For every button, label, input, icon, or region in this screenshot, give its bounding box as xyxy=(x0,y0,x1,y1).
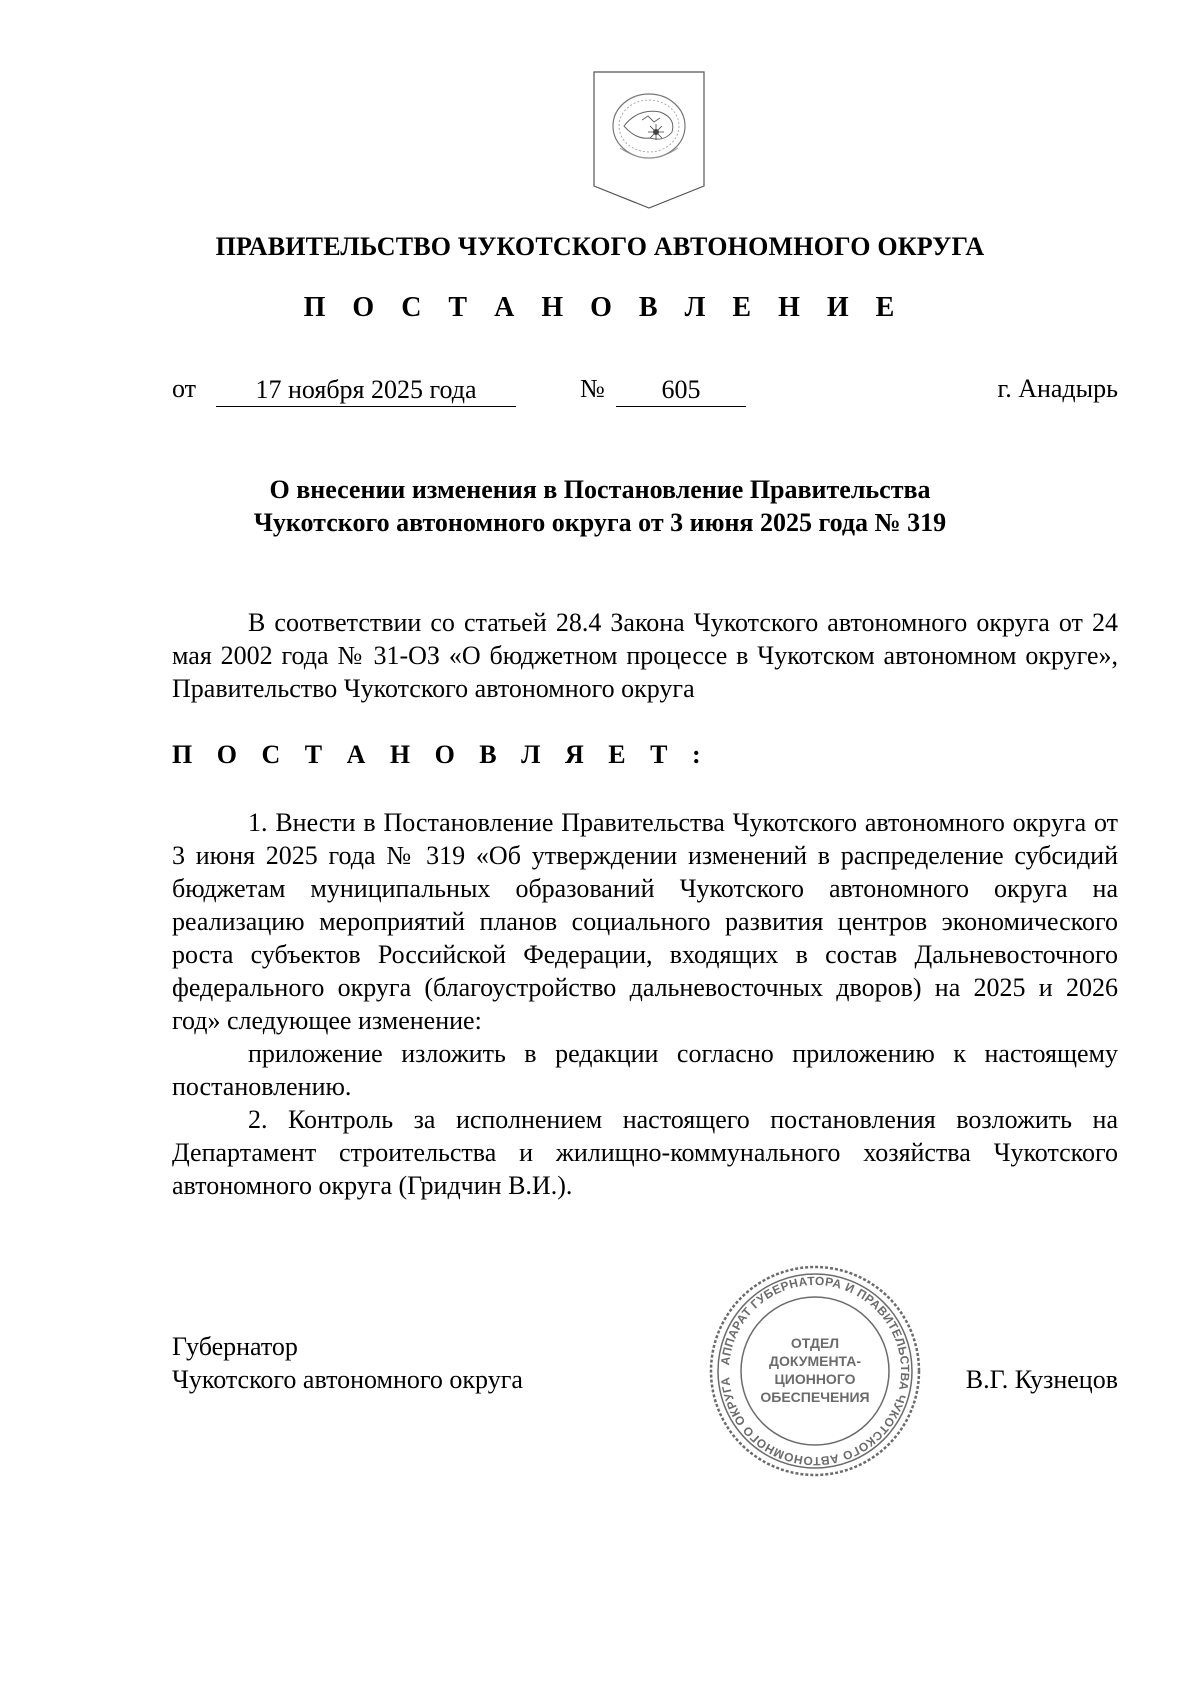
document-type-heading: П О С Т А Н О В Л Е Н И Е xyxy=(303,292,905,323)
date-prefix: от xyxy=(172,374,197,403)
subject-line-1: О внесении изменения в Постановление Правительства xyxy=(269,475,931,504)
document-subject xyxy=(0,473,1200,539)
official-seal-stamp xyxy=(706,1262,924,1480)
svg-text:АППАРАТ ГУБЕРНАТОРА И ПРАВИТЕЛ: АППАРАТ ГУБЕРНАТОРА И ПРАВИТЕЛЬСТВА ЧУКОТСКОГО АВТОНОМНОГО ОКРУГА xyxy=(718,1273,913,1469)
preamble xyxy=(172,606,1118,705)
item-1-amendment-paragraph: приложение изложить в редакции согласно приложению к настоящему постановлению. xyxy=(172,1039,1118,1101)
number-prefix: № xyxy=(580,374,605,403)
svg-text:ОТДЕЛ: ОТДЕЛ xyxy=(790,1335,840,1351)
svg-text:ОБЕСПЕЧЕНИЯ: ОБЕСПЕЧЕНИЯ xyxy=(760,1389,870,1405)
svg-text:ЦИОННОГО: ЦИОННОГО xyxy=(774,1371,856,1387)
coat-of-arms-emblem xyxy=(590,68,708,212)
document-number: 605 xyxy=(616,374,746,407)
item-2-paragraph: 2. Контроль за исполнением настоящего постановления возложить на Департамент строительства и жилищно-коммунального хозяйства Чукотского автономного округа (Гридчин В.И.). xyxy=(172,1105,1118,1200)
signatory-title-line-2: Чукотского автономного округа xyxy=(172,1365,523,1394)
resolves-heading: П О С Т А Н О В Л Я Е Т : xyxy=(172,740,710,769)
organization-title: ПРАВИТЕЛЬСТВО ЧУКОТСКОГО АВТОНОМНОГО ОКРУГА xyxy=(215,232,985,261)
document-date: 17 ноября 2025 года xyxy=(216,374,516,407)
document-city: г. Анадырь xyxy=(997,374,1118,403)
document-meta-row xyxy=(172,374,1118,410)
signatory-name: В.Г. Кузнецов xyxy=(965,1365,1118,1394)
item-1-paragraph: 1. Внести в Постановление Правительства Чукотского автономного округа от 3 июня 2025 года № 319 «Об утверждении изменений в распределение субсидий бюджетам муниципальных образований Чукотского автономного округа на реализацию мероприятий планов социального развития центров экономического роста субъектов Российской Федерации, входящих в состав Дальневосточного федерального округа (благоустройство дальневосточных дворов) на 2025 и 2026 год» следующее изменение: xyxy=(172,808,1118,1035)
preamble-paragraph: В соответствии со статьей 28.4 Закона Чукотского автономного округа от 24 мая 2002 года № 31-ОЗ «О бюджетном процессе в Чукотском автономном округе», Правительство Чукотского автономного округа xyxy=(172,608,1118,703)
resolution-items xyxy=(172,806,1118,1202)
svg-text:ДОКУМЕНТА-: ДОКУМЕНТА- xyxy=(768,1353,862,1369)
subject-line-2: Чукотского автономного округа от 3 июня 2025 года № 319 xyxy=(253,508,947,537)
signatory-title-line-1: Губернатор xyxy=(172,1332,298,1361)
signatory-title xyxy=(172,1330,523,1396)
